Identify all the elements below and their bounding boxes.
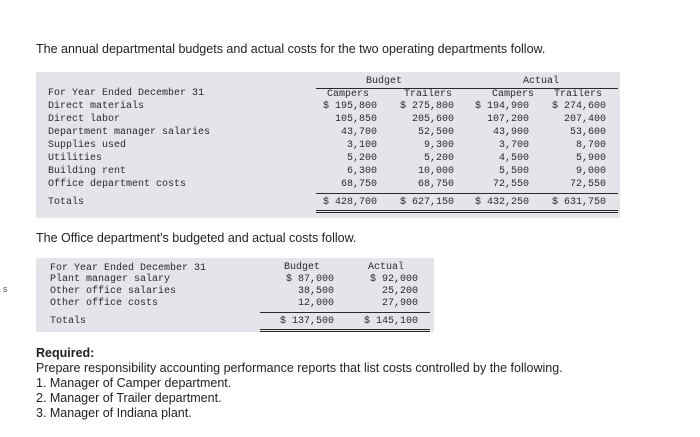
office-budget-header: Budget — [284, 262, 321, 273]
required-instructions: Prepare responsibility accounting performance reports that list costs controlled by the following. — [36, 361, 563, 375]
actual-trailers-header: Trailers — [554, 89, 603, 100]
total-budget-campers: $ 428,700 — [322, 197, 377, 208]
cell-actual-campers: 3,700 — [498, 140, 529, 151]
office-header-label: For Year Ended December 31 — [50, 263, 207, 274]
required-item: 2. Manager of Trailer department. — [36, 391, 222, 405]
cell-budget-trailers: 68,750 — [417, 179, 454, 190]
actual-campers-header: Campers — [492, 89, 535, 100]
office-budget-table — [36, 258, 434, 332]
cell-actual-trailers: 5,900 — [575, 153, 606, 164]
office-totals-label: Totals — [50, 316, 87, 327]
required-title: Required: — [36, 346, 95, 360]
totals-label: Totals — [48, 197, 85, 208]
cell-actual-campers: $ 194,900 — [474, 101, 529, 112]
cell-actual-campers: 5,500 — [498, 166, 529, 177]
office-actual-header: Actual — [368, 262, 405, 273]
office-total-budget: $ 137,500 — [279, 316, 334, 327]
budget-trailers-header: Trailers — [404, 89, 453, 100]
office-cell-actual: 25,200 — [381, 286, 418, 297]
required-item: 1. Manager of Camper department. — [36, 376, 232, 390]
row-label: Building rent — [48, 166, 127, 177]
dept-header-label: For Year Ended December 31 — [48, 88, 205, 99]
cell-budget-trailers: 9,300 — [423, 140, 454, 151]
cell-actual-campers: 43,900 — [492, 127, 529, 138]
total-double-rule-bottom — [316, 212, 618, 213]
cell-budget-campers: 68,750 — [340, 179, 377, 190]
actual-group-header: Actual — [523, 76, 560, 87]
cell-budget-trailers: 205,600 — [411, 114, 454, 125]
office-cell-budget: 38,500 — [297, 286, 334, 297]
row-label: Direct materials — [48, 101, 145, 112]
total-actual-trailers: $ 631,750 — [551, 197, 606, 208]
office-subtotal-rule — [260, 312, 430, 313]
office-total-double-rule-bottom — [260, 331, 430, 332]
office-cell-actual: $ 92,000 — [369, 274, 418, 285]
cell-actual-campers: 107,200 — [486, 114, 529, 125]
cell-budget-trailers: $ 275,800 — [399, 101, 454, 112]
cell-budget-campers: 3,100 — [346, 140, 377, 151]
budget-group-header: Budget — [366, 76, 403, 87]
required-item: 3. Manager of Indiana plant. — [36, 406, 192, 420]
office-cell-budget: 12,000 — [297, 298, 334, 309]
cell-actual-trailers: 9,000 — [575, 166, 606, 177]
office-cell-actual: 27,900 — [381, 298, 418, 309]
total-actual-campers: $ 432,250 — [474, 197, 529, 208]
cell-budget-trailers: 10,000 — [417, 166, 454, 177]
cell-budget-campers: 43,700 — [340, 127, 377, 138]
row-label: Supplies used — [48, 140, 127, 151]
office-total-actual: $ 145,100 — [363, 316, 418, 327]
cell-budget-campers: 6,300 — [346, 166, 377, 177]
office-intro-text: The Office department's budgeted and actual costs follow. — [36, 231, 357, 245]
office-total-double-rule-top — [260, 329, 430, 330]
intro-text: The annual departmental budgets and actual costs for the two operating departments follow. — [36, 42, 546, 56]
row-label: Department manager salaries — [48, 127, 211, 138]
cell-budget-trailers: 5,200 — [423, 153, 454, 164]
total-budget-trailers: $ 627,150 — [399, 197, 454, 208]
office-row-label: Plant manager salary — [50, 274, 171, 285]
department-budget-table — [36, 72, 620, 218]
cell-actual-trailers: 8,700 — [575, 140, 606, 151]
subtotal-rule — [316, 193, 618, 194]
cell-actual-trailers: 53,600 — [569, 127, 606, 138]
total-double-rule-top — [316, 210, 618, 211]
cell-budget-trailers: 52,500 — [417, 127, 454, 138]
cell-actual-trailers: $ 274,600 — [551, 101, 606, 112]
row-label: Office department costs — [48, 179, 187, 190]
cell-actual-trailers: 207,400 — [563, 114, 606, 125]
cell-budget-campers: 5,200 — [346, 153, 377, 164]
cell-actual-campers: 4,500 — [498, 153, 529, 164]
office-row-label: Other office costs — [50, 298, 159, 309]
side-marker: s — [3, 284, 8, 294]
cell-budget-campers: $ 195,800 — [322, 101, 377, 112]
cell-actual-campers: 72,550 — [492, 179, 529, 190]
row-label: Utilities — [48, 153, 103, 164]
office-row-label: Other office salaries — [50, 286, 177, 297]
required-section — [36, 346, 563, 421]
budget-campers-header: Campers — [327, 89, 370, 100]
cell-actual-trailers: 72,550 — [569, 179, 606, 190]
office-cell-budget: $ 87,000 — [285, 274, 334, 285]
cell-budget-campers: 105,850 — [334, 114, 377, 125]
row-label: Direct labor — [48, 114, 121, 125]
